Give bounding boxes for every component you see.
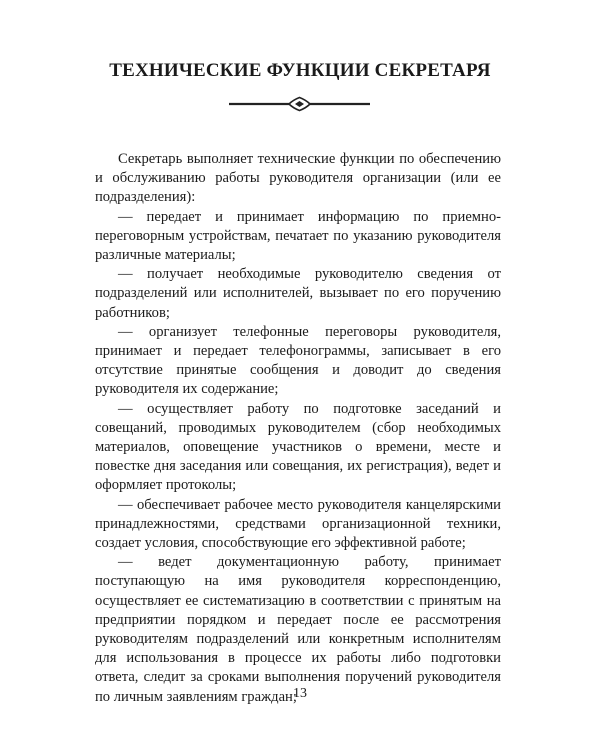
list-item: — ведет документационную работу, принимает поступающую на имя руководителя корреспонденцию, осуществляет ее систематизацию в соответствии с принятым на предприятии порядком и передает после ее рассмотрения руководителям подразделений или конкретным исполнителям для использования в процессе их работы либо подготовки ответа, следит за сроками выполнения поручений руководителя по личным заявлениям граждан;: [95, 554, 501, 705]
page-number: 13: [293, 686, 307, 701]
list-item: — передает и принимает информацию по приемно-переговорным устройствам, печатает по указанию руководителя различные материалы;: [95, 208, 501, 264]
body-text: [95, 150, 501, 707]
page-title: ТЕХНИЧЕСКИЕ ФУНКЦИИ СЕКРЕТАРЯ: [109, 60, 491, 81]
list-item: — обеспечивает рабочее место руководителя канцелярскими принадлежностями, средствами организационной техники, создает условия, способствующие его эффективной работе;: [95, 496, 501, 552]
list-item: — осуществляет работу по подготовке заседаний и совещаний, проводимых руководителем (сбор необходимых материалов, оповещение участников о времени, месте и повестке дня заседания или совещания, их регистрация), ведет и оформляет протоколы;: [95, 400, 501, 494]
list-item: — организует телефонные переговоры руководителя, принимает и передает телефонограммы, записывает в его отсутствие принятые сообщения и доводит до сведения руководителя их содержание;: [95, 323, 501, 398]
list-item: — получает необходимые руководителю сведения от подразделений или исполнителей, вызывает по его поручению работников;: [95, 266, 501, 321]
horizontal-rule-diamond-ornament-icon: [229, 96, 370, 112]
paragraph-intro: Секретарь выполняет технические функции по обеспечению и обслуживанию работы руководителя организации (или ее подразделения):: [95, 151, 501, 206]
